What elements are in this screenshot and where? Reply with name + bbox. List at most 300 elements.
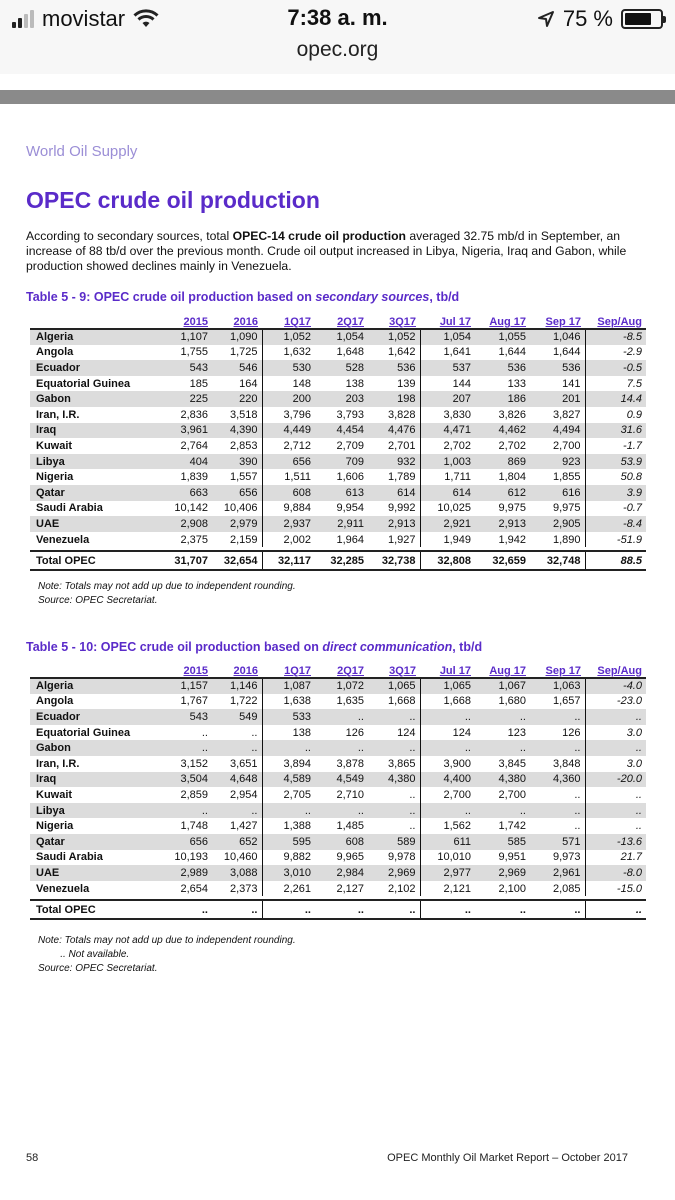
table-cell: 1,511 [284,471,311,484]
intro-paragraph [26,229,648,274]
table-cell: .. [368,709,420,725]
table-cell: .. [530,740,585,756]
row-label: Angola [36,346,74,359]
table-cell: .. [368,803,420,819]
table-cell: 869 [475,454,530,470]
table-cell: 2,961 [530,865,585,881]
column-header: 2Q17 [337,316,364,328]
table-cell: 2,373 [212,881,262,897]
table-cell: 536 [530,360,585,376]
table-cell: .. [315,709,368,725]
table-cell: 4,380 [368,772,420,788]
table-cell: 1,562 [443,820,471,833]
table-cell: 1,052 [262,329,315,345]
table-cell: 4,454 [315,423,368,439]
table-cell: 200 [262,391,315,407]
table-cell: 2,984 [315,865,368,881]
table-cell: 138 [345,377,364,390]
table-cell: 1,635 [336,695,364,708]
table-cell: 10,010 [437,851,471,864]
table-cell: 1,072 [315,678,368,694]
table-cell: .. [160,900,212,919]
table-cell: 2,913 [475,516,530,532]
row-label: Ecuador [30,709,160,725]
table-row [30,454,646,470]
table2-title: Table 5 - 10: OPEC crude oil production based on direct communication, tb/d [26,640,483,654]
table-cell: 543 [160,709,212,725]
table-cell: 533 [262,709,315,725]
table-cell: 3,793 [336,408,364,421]
status-bar [0,0,675,36]
table-cell: 10,025 [437,502,471,515]
table-cell: 220 [212,391,262,407]
table-cell: 2,712 [283,439,311,452]
table-cell: 9,884 [283,502,311,515]
table-cell: 32,117 [262,551,315,570]
table-cell: 1,146 [212,678,262,694]
table-cell: 2,159 [212,532,262,548]
table-cell: 1,427 [212,818,262,834]
table-cell: -51.9 [616,533,642,546]
table-cell: 3,865 [368,756,420,772]
table-cell: 3,878 [336,757,364,770]
table-row [30,423,646,439]
table2-notes [38,934,296,976]
table-cell: 32,285 [315,551,368,570]
table-cell: .. [160,803,212,819]
table-cell: 32,748 [530,551,585,570]
table-direct-communication [30,661,646,920]
battery-icon [621,9,663,29]
table-cell: 124 [368,725,420,741]
table-cell: 1,052 [368,329,420,345]
table-cell: 123 [507,726,526,739]
table-cell: 9,992 [368,501,420,517]
table-cell: 1,067 [475,678,530,694]
table-cell: 4,549 [315,772,368,788]
table-cell: .. [212,803,262,819]
column-header: 3Q17 [389,316,416,328]
table-cell: 2,709 [336,439,364,452]
table-cell: 3,961 [160,423,212,439]
table-cell: -0.5 [585,360,646,376]
table-cell: 1,927 [368,532,420,548]
table-cell: -4.0 [585,678,646,694]
table-header-row [30,312,646,329]
table-cell: 1,641 [443,346,471,359]
table-cell: 2,937 [262,516,315,532]
table-cell: 3,088 [212,865,262,881]
table-cell: 4,589 [262,772,315,788]
row-label: Nigeria [36,471,74,484]
table-cell: .. [420,803,475,819]
table-cell: .. [475,900,530,919]
table-cell: 3,152 [180,757,208,770]
table-cell: .. [420,740,475,756]
table-cell: 2,102 [368,881,420,897]
table-cell: 10,460 [212,850,262,866]
table-cell: 709 [315,454,368,470]
table-cell: 1,755 [180,346,208,359]
table-cell: 1,090 [212,329,262,345]
table-row [30,803,646,819]
table-cell: 1,054 [315,329,368,345]
table-cell: 4,648 [212,772,262,788]
table-row [30,376,646,392]
table-cell: -15.0 [616,882,642,895]
table-cell: 3.0 [626,757,642,770]
table-cell: .. [262,803,315,819]
table-cell: .. [475,740,530,756]
page-divider [0,90,675,104]
table-cell: 2,705 [283,788,311,801]
table-cell: 2,121 [443,882,471,895]
table-cell: 1,711 [444,471,471,484]
table-cell: 530 [262,360,315,376]
table-cell: 3,796 [283,408,311,421]
table-cell: .. [262,900,315,919]
table-cell: 9,954 [336,502,364,515]
table-row [30,485,646,501]
footer-title: OPEC Monthly Oil Market Report – October 2017 [387,1152,628,1164]
table-cell: 2,764 [180,439,208,452]
row-label: Ecuador [30,360,160,376]
table-row [30,694,646,710]
table-cell: 201 [530,391,585,407]
table-cell: .. [585,803,646,819]
row-label: Saudi Arabia [36,502,103,515]
table-cell: .. [368,787,420,803]
table-cell: 10,142 [174,502,208,515]
table-row [30,881,646,897]
address-bar[interactable]: opec.org [0,36,675,74]
table-cell: 225 [160,391,212,407]
table-cell: 2,375 [180,533,208,546]
table-cell: 1,839 [180,471,208,484]
table-cell: 1,157 [160,678,212,694]
table-row [30,756,646,772]
row-label: Iran, I.R. [36,408,80,421]
table-cell: 3.9 [585,485,646,501]
table-cell: 9,882 [283,851,311,864]
page-title: OPEC crude oil production [26,187,320,213]
table-cell: .. [368,818,420,834]
table-cell: .. [585,709,646,725]
table-cell: -23.0 [616,695,642,708]
table-cell: 595 [262,834,315,850]
table-cell: .. [530,818,585,834]
table-cell: 614 [368,485,420,501]
table-cell: .. [530,709,585,725]
table-row [30,865,646,881]
table-cell: .. [530,900,585,919]
row-label: Equatorial Guinea [36,377,131,390]
table-cell: 543 [160,360,212,376]
table-cell: 932 [368,454,420,470]
table-cell: 4,471 [420,423,475,439]
table-cell: .. [212,900,262,919]
table-row [30,818,646,834]
row-label: UAE [30,516,160,532]
table-cell: .. [475,803,530,819]
status-right [537,6,663,32]
table-cell: 9,975 [530,501,585,517]
note-line: Source: OPEC Secretariat. [38,595,158,606]
table-row [30,407,646,423]
table-cell: 14.4 [585,391,646,407]
table-cell: 1,063 [530,678,585,694]
table-cell: 2,702 [443,439,471,452]
table-cell: 9,978 [368,850,420,866]
table-cell: 3,830 [443,408,471,421]
table-cell: 3,651 [212,756,262,772]
row-label: Total OPEC [30,551,160,570]
table-cell: 3,845 [498,757,526,770]
table-cell: -8.5 [585,329,646,345]
table-cell: 1,648 [336,346,364,359]
table-row [30,438,646,454]
table-row [30,329,646,345]
table-cell: 652 [212,834,262,850]
table-cell: .. [368,900,420,919]
table-cell: 611 [420,834,475,850]
table-cell: .. [420,900,475,919]
table-cell: .. [475,709,530,725]
table-cell: 2,921 [420,516,475,532]
table-cell: 3,518 [212,407,262,423]
table-cell: 207 [420,391,475,407]
table-cell: 2,836 [180,408,208,421]
table-header-row [30,661,646,678]
intro-text-1: According to secondary sources, total [26,229,233,243]
table-row [30,501,646,517]
table-cell: 2,702 [498,439,526,452]
table-cell: 4,462 [475,423,530,439]
table-cell: 390 [212,454,262,470]
table-row [30,469,646,485]
table-cell: 3,828 [368,407,420,423]
column-header [30,661,160,678]
table-cell: 4,449 [262,423,315,439]
table-cell: 9,951 [498,851,526,864]
table-cell: 32,654 [212,551,262,570]
page-number: 58 [26,1152,39,1164]
table-cell: 1,942 [498,533,526,546]
row-label: Venezuela [36,882,90,895]
table-cell: .. [315,900,368,919]
intro-bold: OPEC-14 crude oil production [232,229,406,243]
column-header: 2016 [233,665,258,677]
table-cell: 614 [420,485,475,501]
column-header: Sep 17 [545,665,581,677]
table-cell: 2,979 [212,516,262,532]
location-arrow-icon [537,10,555,28]
row-label: Qatar [30,485,160,501]
note-line: Note: Totals may not add up due to independent rounding. [38,935,296,946]
table-cell: 1,388 [283,820,311,833]
table-cell: .. [212,740,262,756]
table-cell: 1,055 [475,329,530,345]
table-cell: -1.7 [623,439,642,452]
table-cell: 1,949 [443,533,471,546]
table-cell: 138 [292,726,311,739]
table-cell: 124 [452,726,471,739]
table-cell: -13.6 [585,834,646,850]
row-label: Total OPEC [30,900,160,919]
table-cell: 2,261 [283,882,311,895]
table-cell: 537 [420,360,475,376]
table-cell: 32,659 [475,551,530,570]
column-header: Sep/Aug [597,316,642,328]
table-cell: 1,657 [530,694,585,710]
table-cell: 1,054 [420,329,475,345]
row-label: Kuwait [36,788,73,801]
table-cell: 203 [315,391,368,407]
table-cell: 144 [452,377,471,390]
table-row [30,850,646,866]
table-cell: -0.7 [623,502,642,515]
table-cell: 1,855 [530,469,585,485]
column-header: 2016 [233,316,258,328]
table-cell: 1,789 [368,469,420,485]
table-cell: 1,742 [498,820,526,833]
table-cell: 2,913 [368,516,420,532]
table-cell: .. [262,740,315,756]
table-cell: -20.0 [585,772,646,788]
row-label: Gabon [30,391,160,407]
column-header: 2015 [183,665,208,677]
column-header [30,312,160,329]
note-line: .. Not available. [38,949,130,960]
table-cell: 3.0 [626,726,642,739]
table-cell: 1,606 [336,471,364,484]
table-cell: 4,400 [420,772,475,788]
table-cell: 923 [530,454,585,470]
table-cell: 549 [212,709,262,725]
row-label: Iraq [30,772,160,788]
table-cell: 9,975 [498,502,526,515]
table-cell: -8.4 [585,516,646,532]
row-label: Gabon [30,740,160,756]
table-cell: .. [530,803,585,819]
table-cell: 139 [368,376,420,392]
table-row [30,532,646,548]
table-row [30,725,646,741]
table-cell: 1,725 [212,345,262,361]
table-cell: 1,804 [498,471,526,484]
column-header: 2Q17 [337,665,364,677]
section-label: World Oil Supply [26,143,138,160]
table-cell: 571 [530,834,585,850]
table-cell: 4,494 [530,423,585,439]
table-cell: 2,977 [420,865,475,881]
table-cell: 2,002 [283,533,311,546]
column-header: Sep 17 [545,316,581,328]
table-cell: 198 [368,391,420,407]
table-cell: 7.5 [626,377,642,390]
table-cell: 1,668 [368,694,420,710]
table-row [30,360,646,376]
note-line: Note: Totals may not add up due to independent rounding. [38,581,296,592]
table-cell: 2,700 [530,438,585,454]
table-cell: 186 [475,391,530,407]
row-label: Kuwait [36,439,73,452]
row-label: Algeria [30,678,160,694]
table-cell: 141 [530,376,585,392]
column-header: Jul 17 [439,316,471,328]
table-cell: 2,100 [498,882,526,895]
total-row [30,551,646,570]
table-row [30,345,646,361]
table-cell: 1,680 [498,695,526,708]
total-row [30,900,646,919]
table-cell: 1,644 [530,345,585,361]
column-header: Aug 17 [489,665,526,677]
table-row [30,391,646,407]
battery-percent: 75 % [562,6,613,31]
clock: 7:38 a. m. [287,5,388,30]
table-cell: 1,644 [498,346,526,359]
column-header: Aug 17 [489,316,526,328]
table-cell: 2,989 [160,865,212,881]
table-cell: 10,193 [174,851,208,864]
table-cell: -2.9 [623,346,642,359]
table-row [30,834,646,850]
table-cell: 21.7 [620,851,642,864]
table-cell: .. [635,820,642,833]
table-cell: 9,973 [530,850,585,866]
table-cell: 1,668 [443,695,471,708]
table-cell: 126 [530,725,585,741]
table-cell: 2,969 [475,865,530,881]
row-label: UAE [30,865,160,881]
table-cell: 53.9 [585,454,646,470]
table-cell: 2,859 [180,788,208,801]
row-label: Qatar [30,834,160,850]
row-label: Libya [30,803,160,819]
table-cell: .. [315,740,368,756]
carrier-name: movistar [42,6,126,31]
table-cell: 1,638 [283,695,311,708]
table-cell: 585 [475,834,530,850]
table-cell: 612 [475,485,530,501]
table-cell: 3,826 [498,408,526,421]
table-cell: 608 [315,834,368,850]
table-cell: 31.6 [585,423,646,439]
table-cell: 31,707 [160,551,212,570]
table-cell: 88.5 [585,551,646,570]
table-cell: 2,700 [498,788,526,801]
row-label: Nigeria [36,820,74,833]
table-cell: 185 [189,377,208,390]
table-cell: 2,969 [368,865,420,881]
table-cell: 1,890 [530,532,585,548]
table-cell: 32,808 [420,551,475,570]
column-header: 2015 [183,316,208,328]
table-cell: 2,908 [160,516,212,532]
table-cell: .. [530,787,585,803]
table-cell: 2,905 [530,516,585,532]
table-cell: 50.8 [620,471,642,484]
table-row [30,772,646,788]
table-cell: 2,701 [368,438,420,454]
table-cell: 32,738 [368,551,420,570]
table-row [30,740,646,756]
row-label: Equatorial Guinea [36,726,131,739]
table-cell: .. [585,900,646,919]
table-cell: 3,900 [443,757,471,770]
table-cell: 1,485 [336,820,364,833]
